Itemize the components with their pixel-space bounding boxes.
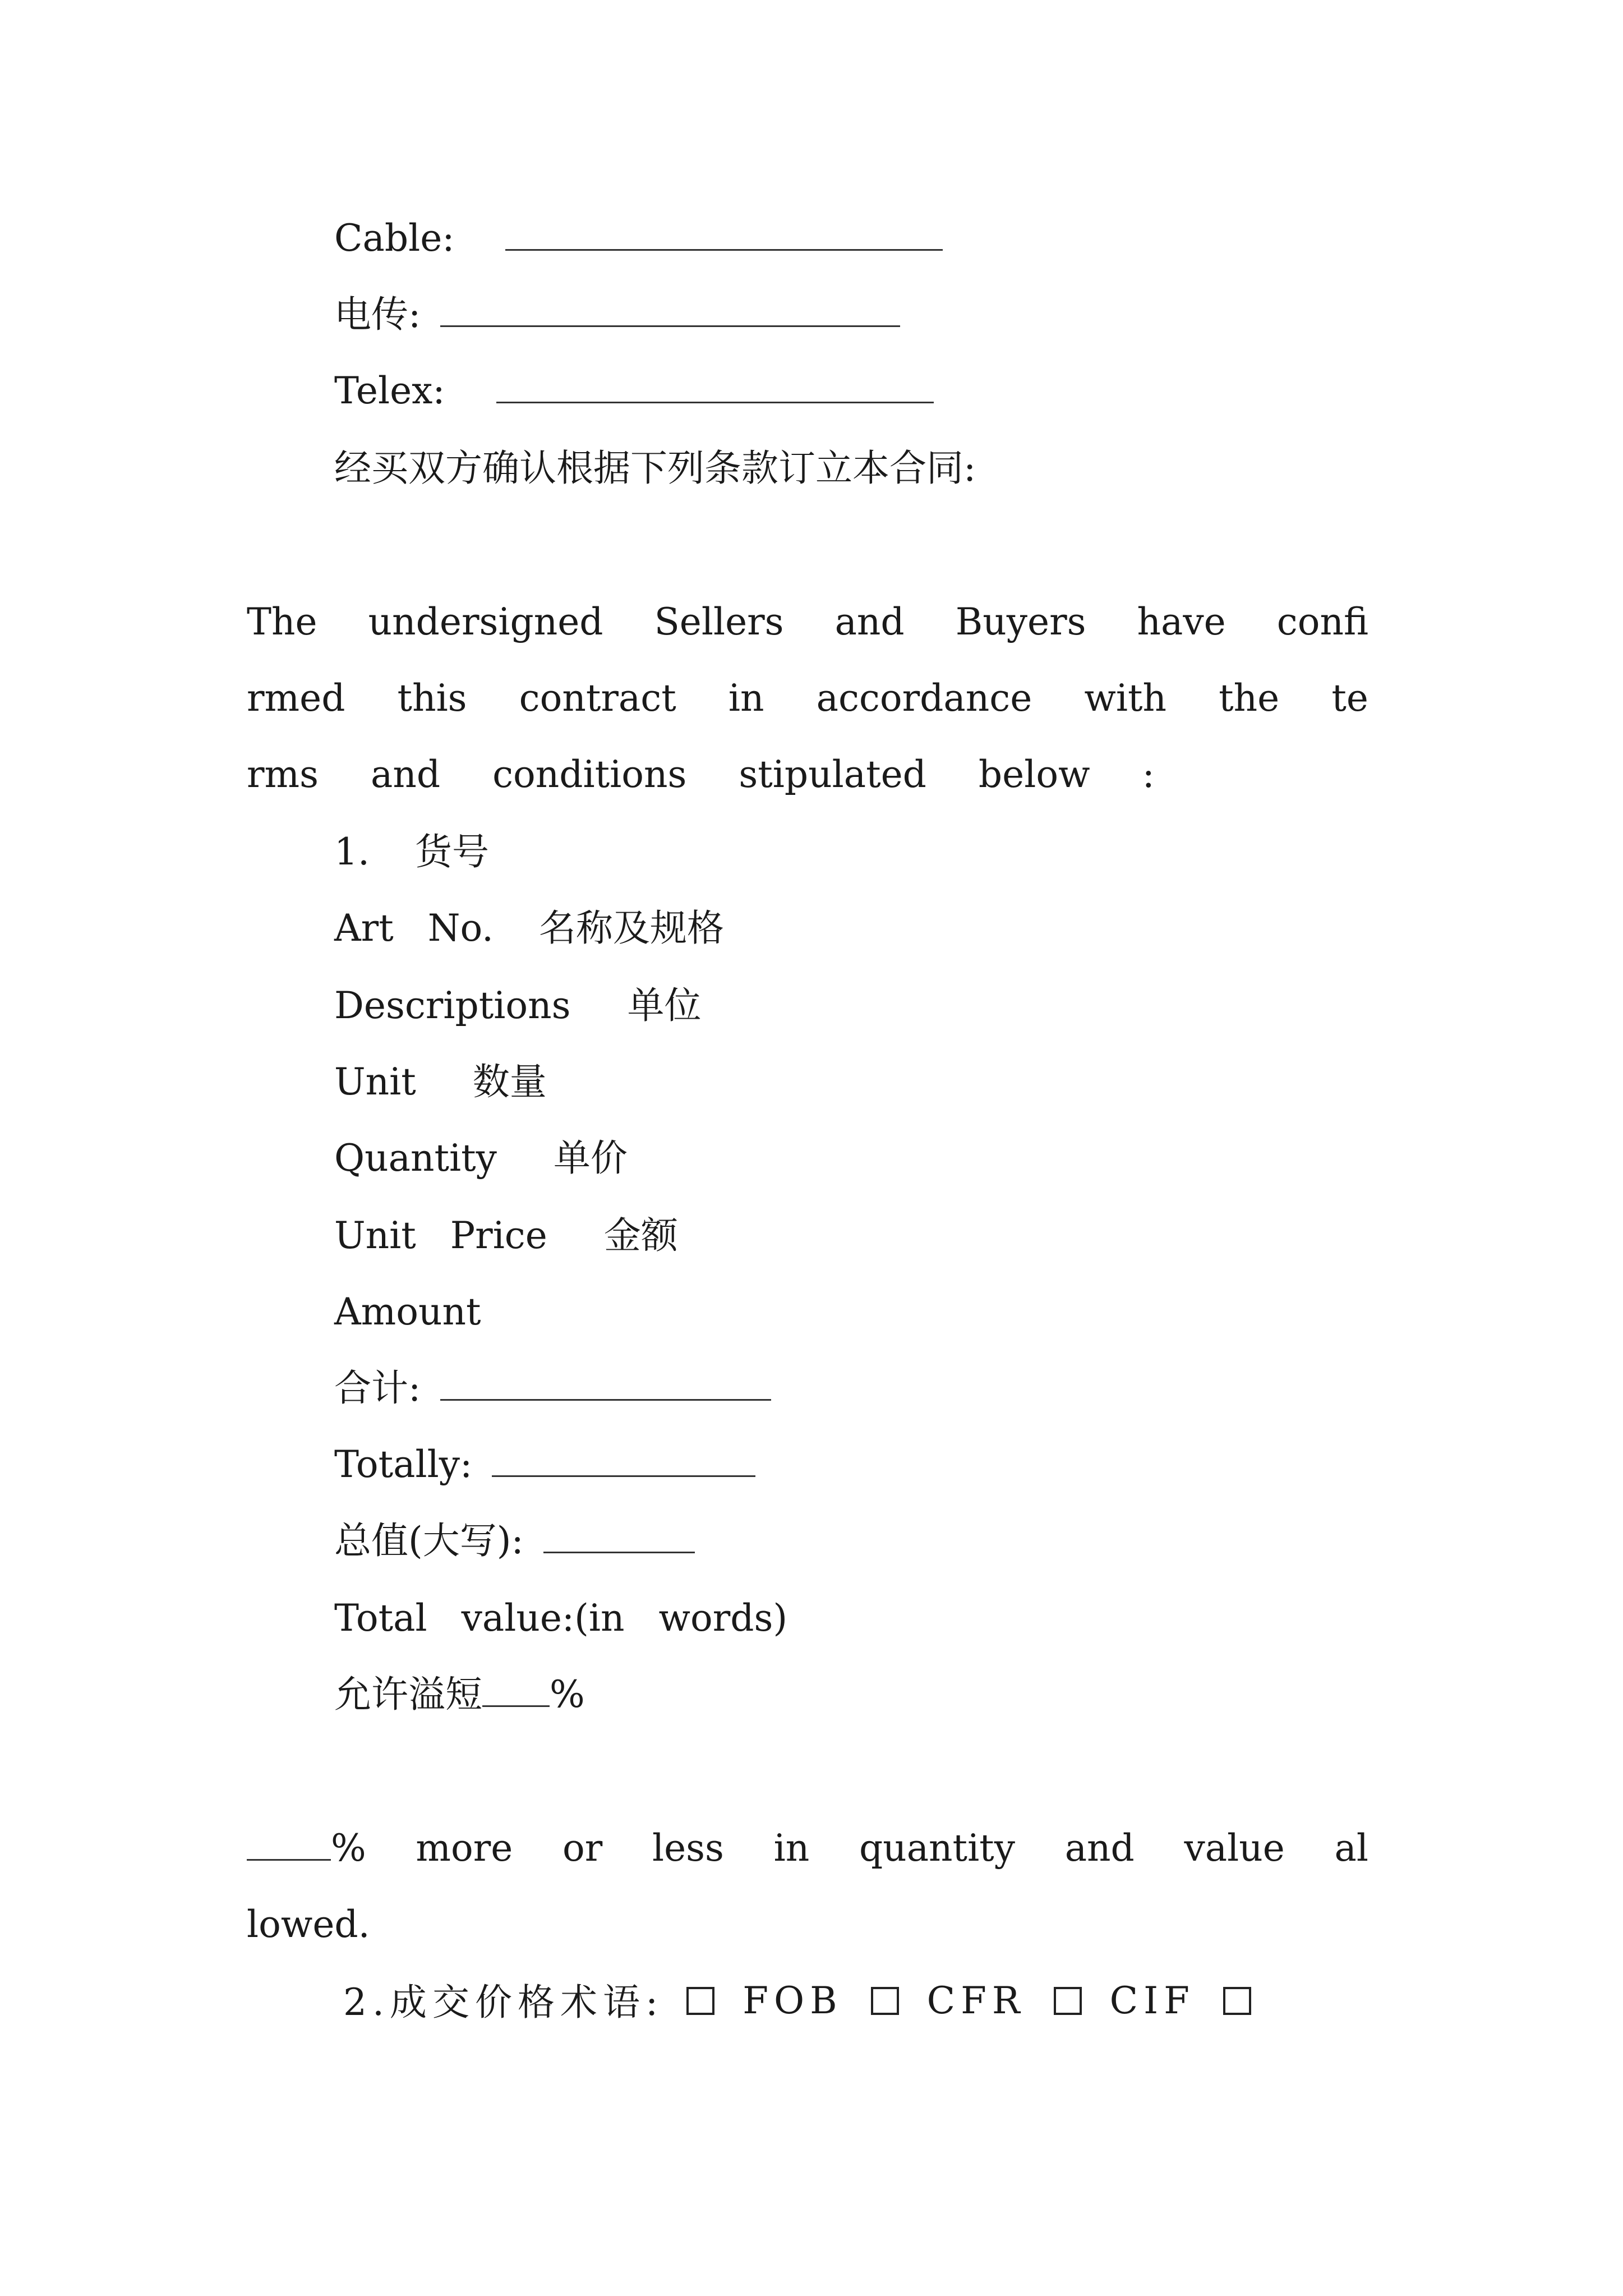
art-no-row [334, 903, 724, 954]
total-value-cn-label: 总值(大写): [334, 1519, 524, 1562]
price-terms-row [343, 1976, 1257, 2028]
amount-label: Amount [334, 1290, 481, 1333]
tolerance-cn-suffix: % [550, 1673, 585, 1716]
tolerance-cn-blank[interactable] [482, 1672, 550, 1707]
word: and [834, 600, 905, 643]
tolerance-en-line-1 [247, 1823, 1368, 1874]
dianchuan-field-row [334, 289, 900, 340]
word: contract [519, 677, 676, 720]
totally-row [334, 1439, 755, 1490]
art-no-label: Art No. [334, 907, 494, 950]
word: value [1184, 1826, 1285, 1870]
intro-en-line-2 [247, 673, 1368, 724]
unit-label: Unit [334, 1060, 416, 1103]
total-value-cn-row [334, 1516, 695, 1566]
checkbox-cif[interactable] [1054, 1987, 1082, 2015]
total-value-en: Total value:(in words) [334, 1596, 788, 1640]
tolerance-en-blank[interactable] [247, 1825, 331, 1861]
word: Buyers [955, 600, 1086, 643]
term-fob: FOB [743, 1979, 843, 2022]
word: confi [1276, 600, 1368, 643]
tolerance-cn-prefix: 允许溢短 [334, 1673, 482, 1716]
word: in [773, 1826, 810, 1870]
cable-field-row [334, 213, 943, 264]
item-1-number: 1. [334, 830, 370, 873]
totally-label: Totally: [334, 1443, 473, 1486]
cable-blank[interactable] [505, 215, 943, 251]
word: % [331, 1826, 366, 1870]
term-cfr: CFR [926, 1979, 1026, 2022]
unit-price-cn: 单价 [553, 1137, 628, 1180]
item-1-row [334, 827, 489, 877]
descriptions-row [334, 981, 701, 1031]
dianchuan-label: 电传: [334, 293, 421, 336]
intro-cn: 经买双方确认根据下列条款订立本合同: [334, 447, 976, 490]
quantity-row [334, 1133, 628, 1184]
word: te [1331, 677, 1368, 720]
word: or [562, 1826, 603, 1870]
quantity-label: Quantity [334, 1137, 497, 1180]
word: below [978, 753, 1090, 796]
word: : [1142, 753, 1155, 796]
word: Sellers [654, 600, 784, 643]
intro-en-line-1 [247, 597, 1368, 647]
descriptions-label: Descriptions [334, 984, 571, 1027]
word: rmed [247, 677, 345, 720]
checkbox-other[interactable] [1223, 1987, 1251, 2015]
word: conditions [492, 753, 687, 796]
telex-blank[interactable] [496, 368, 934, 403]
word: the [1219, 677, 1280, 720]
total-cn-label: 合计: [334, 1366, 421, 1410]
unit-cn: 单位 [627, 984, 702, 1027]
price-terms-label: 2.成交价格术语: [343, 1981, 664, 2024]
price-terms-options [681, 1976, 1257, 2026]
cable-label: Cable: [334, 217, 455, 260]
amount-cn: 金额 [603, 1214, 678, 1257]
checkbox-cfr[interactable] [871, 1987, 899, 2015]
tolerance-en-line-2: lowed. [247, 1903, 370, 1946]
amount-row [334, 1287, 481, 1337]
word: have [1137, 600, 1226, 643]
dianchuan-blank[interactable] [440, 292, 900, 327]
word: rms [247, 753, 319, 796]
term-cif: CIF [1109, 1979, 1195, 2022]
totally-blank[interactable] [492, 1442, 755, 1477]
word: less [652, 1826, 724, 1870]
total-value-cn-blank[interactable] [543, 1518, 695, 1553]
word: undersigned [368, 600, 603, 643]
checkbox-fob[interactable] [686, 1987, 714, 2015]
word: al [1334, 1826, 1368, 1870]
word: accordance [816, 677, 1032, 720]
unit-price-label: Unit Price [334, 1214, 547, 1257]
tolerance-cn-row [334, 1669, 585, 1720]
word: in [728, 677, 764, 720]
name-spec-cn: 名称及规格 [539, 907, 725, 950]
tolerance-en-blank-wrap [247, 1823, 366, 1874]
word: this [397, 677, 467, 720]
unit-price-row [334, 1211, 678, 1261]
telex-field-row [334, 366, 934, 416]
word: more [416, 1826, 513, 1870]
word: and [371, 753, 441, 796]
word: The [247, 600, 317, 643]
word: stipulated [739, 753, 926, 796]
intro-en-line-3 [247, 749, 1155, 800]
quantity-cn: 数量 [472, 1060, 547, 1103]
word: quantity [859, 1826, 1015, 1870]
word: with [1084, 677, 1167, 720]
total-cn-row [334, 1363, 771, 1414]
word: and [1064, 1826, 1135, 1870]
total-cn-blank[interactable] [440, 1365, 771, 1401]
item-1-cn: 货号 [414, 830, 489, 873]
unit-row [334, 1057, 547, 1107]
telex-label: Telex: [334, 369, 445, 412]
